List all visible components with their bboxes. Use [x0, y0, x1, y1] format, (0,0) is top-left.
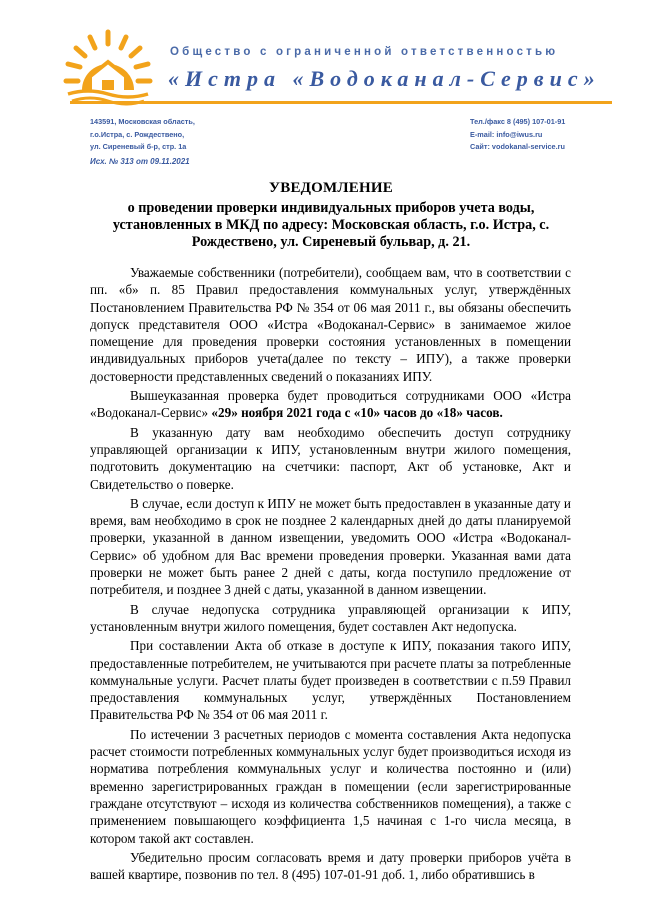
body-paragraph: Убедительно просим согласовать время и дату проверки приборов учёта в вашей квартире, позвонив по тел. 8 (495) 107-01-91 доб. 1, либо обратившись в [90, 849, 571, 883]
sun-house-logo-icon [62, 28, 154, 110]
body-paragraph: Уважаемые собственники (потребители), сообщаем вам, что в соответствии с пп. «б» п. 85 Правил предоставления коммунальных услуг, утверждённых Постановлением Правительства РФ № 354 от 06 мая 2011 г., вы обязаны обеспечить допуск представителя ООО «Истра «Водоканал-Сервис» в занимаемое жилое помещение для проведения проверки состояния установленных в помещении индивидуальных приборов учета(далее по тексту – ИПУ), а также проверки достоверности представленных сведений о показаниях ИПУ. [90, 265, 571, 384]
address-line: ул. Сиреневый б-р, стр. 1а [90, 142, 187, 151]
notice-body [90, 264, 571, 885]
company-name: «Истра «Водоканал-Сервис» [168, 66, 601, 91]
outgoing-reference: Исх. № 313 от 09.11.2021 [90, 157, 190, 166]
notice-subject: о проведении проверки индивидуальных приборов учета воды, установленных в МКД по адресу: Московская область, г.о. Истра, с. Рождествено, ул. Сиреневый бульвар, д. 21. [112, 200, 550, 250]
address-line: 143591, Московская область, [90, 117, 195, 126]
header-divider [70, 101, 612, 104]
body-paragraph: При составлении Акта об отказе в доступе к ИПУ, показания такого ИПУ, предоставленные потребителем, не учитываются при расчете платы за потребленные коммунальные услуги. Расчет платы будет произведен в соответствии с п.59 Правил предоставления коммунальных услуг, утверждённых Постановлением Правительства РФ № 354 от 06 мая 2011 г. [90, 638, 571, 723]
inspection-date-time: «29» ноября 2021 года с «10» часов до «18» часов. [211, 405, 503, 421]
company-legal-form: Общество с ограниченной ответственностью [170, 46, 559, 58]
notice-title: УВЕДОМЛЕНИЕ [269, 180, 393, 196]
company-contacts [470, 116, 565, 154]
contact-phone: Тел./факс 8 (495) 107-01-91 [470, 117, 566, 126]
body-paragraph: В случае, если доступ к ИПУ не может быть предоставлен в указанные дату и время, вам необходимо в срок не позднее 2 календарных дней до даты планируемой проверки, указанной в данном извещении, уведомить ООО «Истра «Водоканал-Сервис» об удобном для Вас времени проведения проверки. Указанная вами дата проверки не может быть ранее 2 дней с даты, когда поступило предложение от потребителя, и позднее 3 дней с даты, указанной в данном извещении. [90, 495, 571, 598]
body-paragraph: В случае недопуска сотрудника управляющей организации к ИПУ, установленным внутри жилого помещения, будет составлен Акт недопуска. [90, 601, 571, 634]
body-paragraph: В указанную дату вам необходимо обеспечить доступ сотруднику управляющей организации к ИПУ, установленным внутри жилого помещения, подготовить документацию на счетчики: паспорт, Акт об установке, Акт и Свидетельство о поверке. [90, 424, 571, 492]
body-paragraph: По истечении 3 расчетных периодов с момента составления Акта недопуска расчет стоимости потребленных коммунальных услуг будет производиться исходя из норматива потребления коммунальных услуг и количества постоянно и (или) временно зарегистрированных граждан в помещении (если зарегистрированные граждане отсутствуют – исходя из количества собственников помещения), а также с применением повышающего коэффициента 1,5 начиная с 1-го числа месяца, в котором такой акт составлен. [90, 726, 571, 846]
body-paragraph [90, 387, 571, 422]
paragraph-text: Вышеуказанная проверка будет проводиться сотрудниками ООО «Истра «Водоканал-Сервис» [90, 388, 571, 421]
address-line: г.о.Истра, с. Рождествено, [90, 129, 185, 139]
contact-website: Сайт: vodokanal-service.ru [470, 142, 565, 151]
contact-email: E-mail: info@iwus.ru [470, 129, 543, 139]
company-address [90, 116, 195, 154]
